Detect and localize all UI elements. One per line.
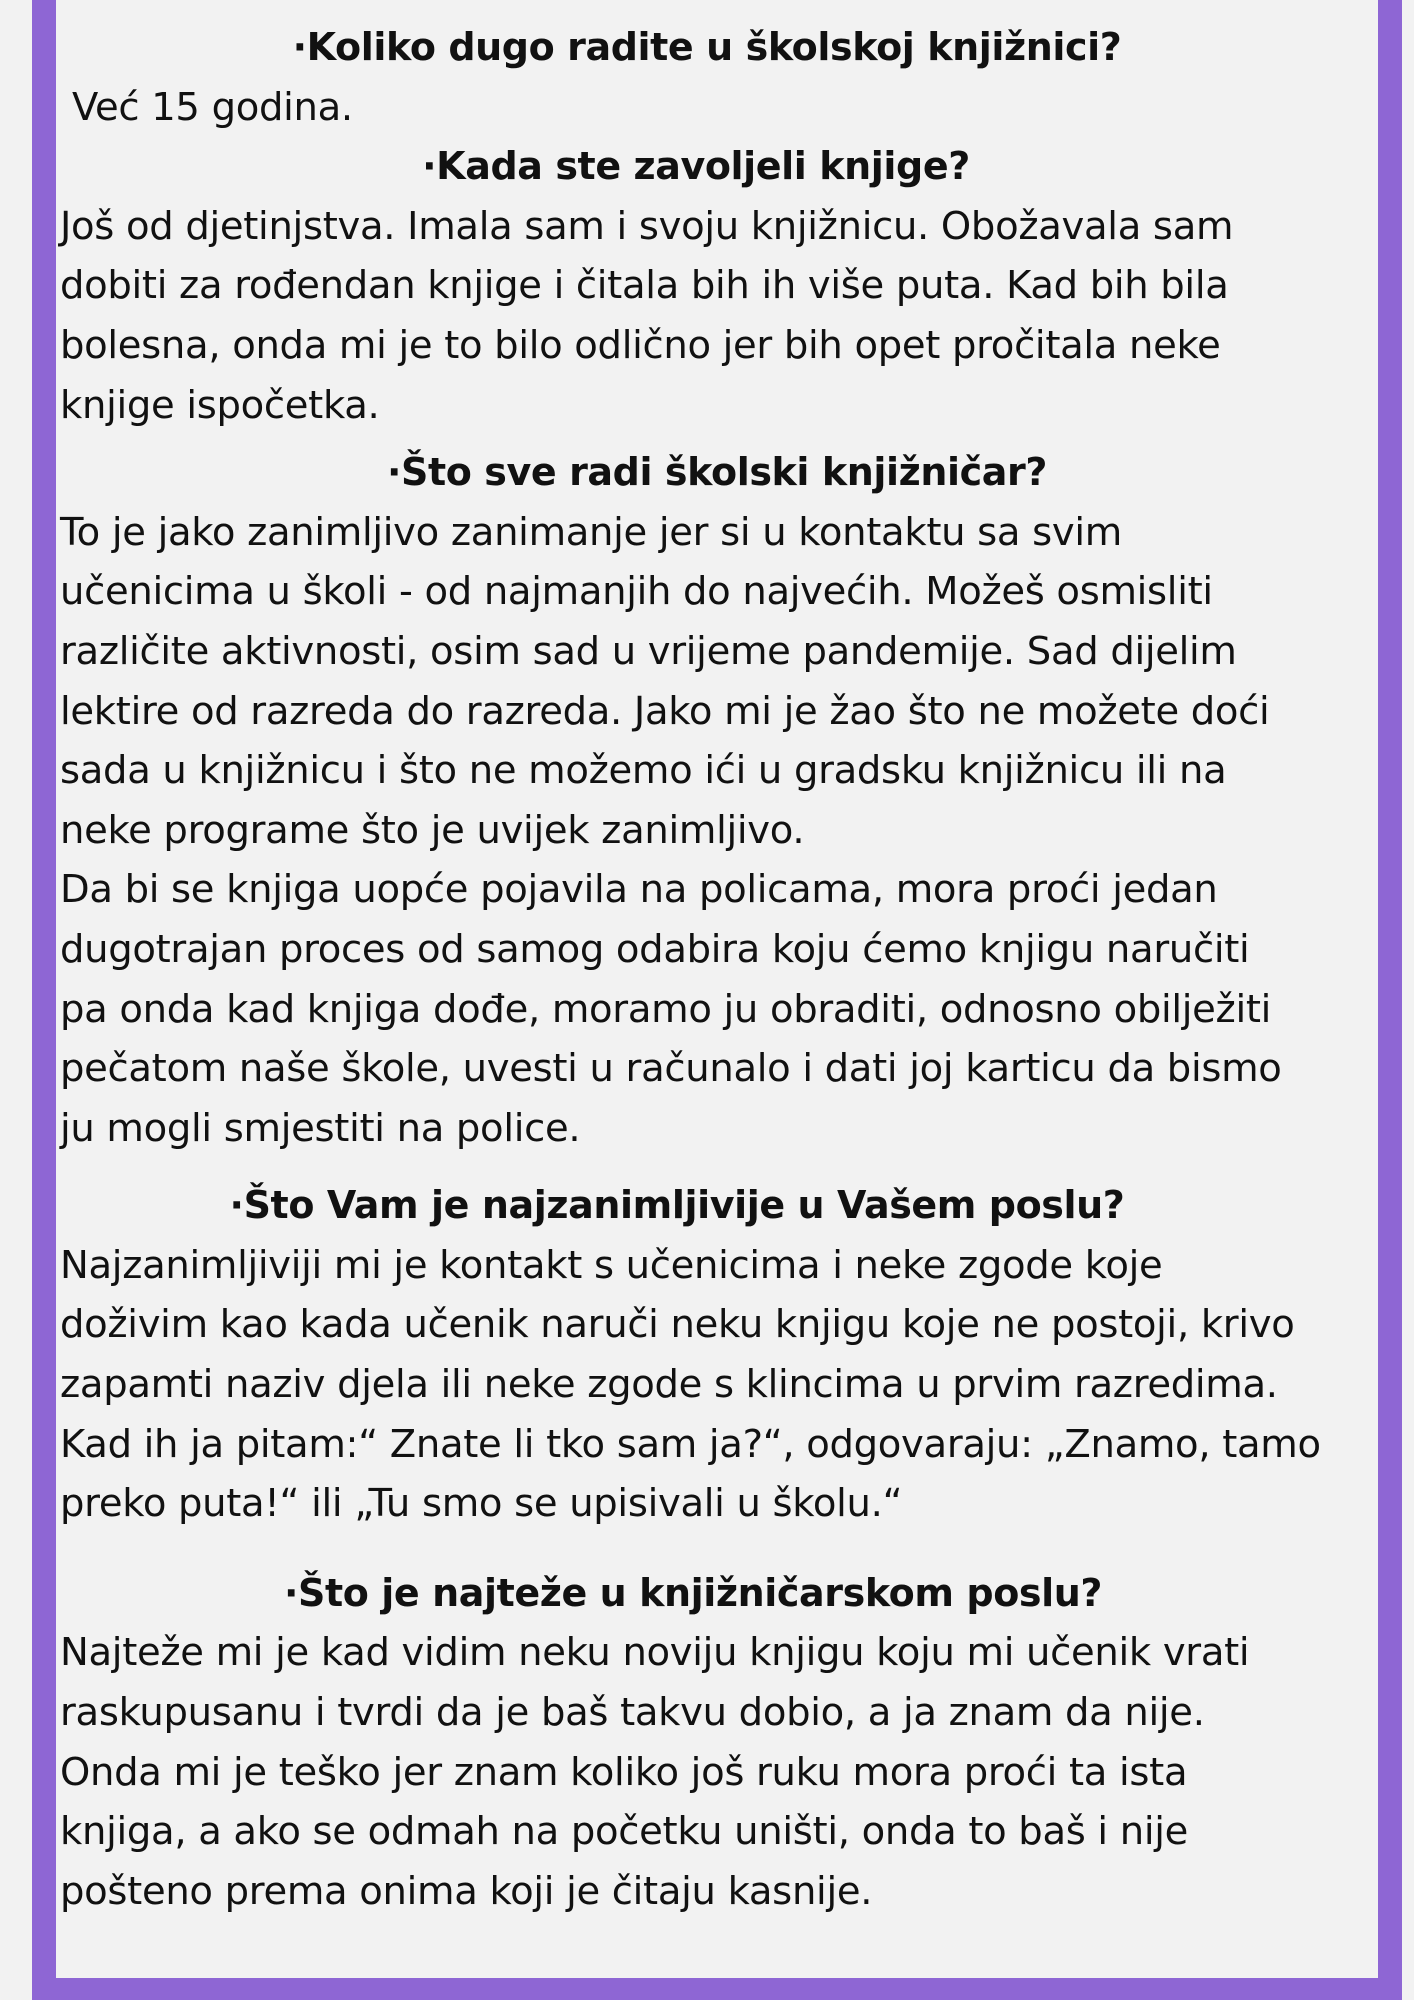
- question-5: ·Što je najteže u knjižničarskom poslu?: [283, 1570, 1103, 1615]
- spacer: [60, 1158, 1374, 1176]
- interview-content: [60, 18, 1374, 1921]
- spacer: [60, 1534, 1374, 1564]
- answer-1: Već 15 godina.: [72, 84, 353, 130]
- answer-3: To je jako zanimljivo zanimanje jer si u kontaktu sa svim učenicima u školi - od najmanjih do najvećih. Možeš osmisliti različite aktivnosti, osim sad u vrijeme pandemije. Sad dijelim lektire od razreda do razreda. Jako mi je žao što ne možete doći sada u knjižnicu i što ne možemo ići u gradsku knjižnicu ili na neke programe što je uvijek zanimljivo.: [60, 509, 1270, 853]
- frame-left-border: [32, 0, 56, 2000]
- frame-bottom-border: [32, 1978, 1402, 2000]
- question-4: ·Što Vam je najzanimljivije u Vašem poslu?: [229, 1183, 1125, 1228]
- answer-2: Još od djetinjstva. Imala sam i svoju knjižnicu. Obožavala sam dobiti za rođendan knjige i čitala bih ih više puta. Kad bih bila bolesna, onda mi je to bilo odlično jer bih opet pročitala neke knjige ispočetka.: [60, 203, 1234, 428]
- answer-5: Najteže mi je kad vidim neku noviju knjigu koju mi učenik vrati raskupusanu i tvrdi da je baš takvu dobio, a ja znam da nije. Onda mi je teško jer znam koliko još ruku mora proći ta ista knjiga, a ako se odmah na početku uništi, onda to baš i nije pošteno prema onima koji je čitaju kasnije.: [60, 1630, 1250, 1914]
- question-3: ·Što sve radi školski knjižničar?: [386, 450, 1047, 495]
- frame-right-border: [1378, 0, 1402, 2000]
- question-1: ·Koliko dugo radite u školskoj knjižnici?: [292, 25, 1122, 69]
- answer-3-continued: Da bi se knjiga uopće pojavila na policama, mora proći jedan dugotrajan proces od samog odabira koju ćemo knjigu naručiti pa onda kad knjiga dođe, moramo ju obraditi, odnosno obilježiti pečatom naše škole, uvesti u računalo i dati joj karticu da bismo ju mogli smjestiti na police.: [60, 867, 1282, 1151]
- question-2: ·Kada ste zavoljeli knjige?: [422, 144, 970, 189]
- answer-4: Najzanimljiviji mi je kontakt s učenicima i neke zgode koje doživim kao kada učenik naruči neku knjigu koje ne postoji, krivo zapamti naziv djela ili neke zgode s klincima u prvim razredima. Kad ih ja pitam:“ Znate li tko sam ja?“, odgovaraju: „Znamo, tamo preko puta!“ ili „Tu smo se upisivali u školu.“: [60, 1242, 1321, 1527]
- spacer: [60, 435, 1374, 443]
